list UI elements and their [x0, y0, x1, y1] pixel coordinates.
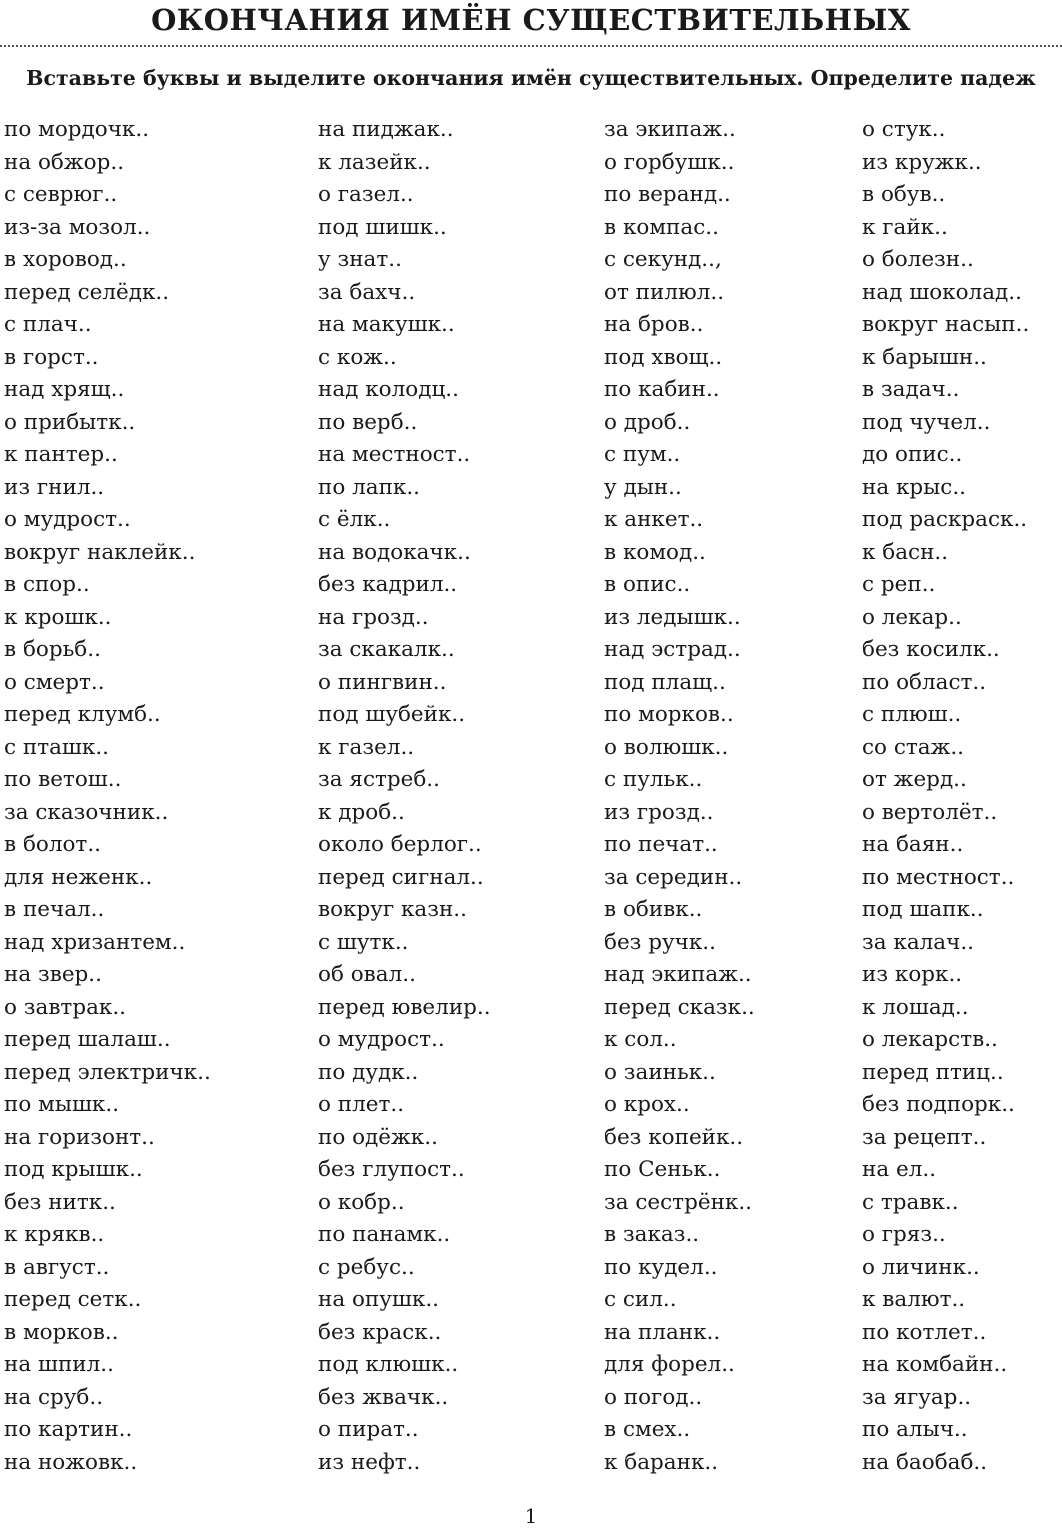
exercise-item: о прибытк.. [4, 409, 136, 435]
exercise-item: по мордочк.. [4, 117, 150, 142]
exercise-item: перед сказк.. [604, 994, 755, 1020]
exercise-item: за середин.. [604, 864, 743, 890]
exercise-item: о лекарств.. [862, 1027, 998, 1052]
exercise-item: к сол.. [604, 1027, 677, 1052]
exercise-item: у знат.. [318, 247, 402, 272]
exercise-item: над хрящ.. [4, 377, 125, 402]
exercise-item: с кож.. [318, 344, 397, 370]
exercise-item: на макушк.. [318, 312, 455, 337]
exercise-item: под клюшк.. [318, 1352, 459, 1377]
exercise-item: о стук.. [862, 117, 946, 142]
exercise-item: к пантер.. [4, 442, 118, 467]
exercise-item: с плач.. [4, 312, 92, 337]
exercise-item: по одёжк.. [318, 1124, 438, 1150]
exercise-item: без ручк.. [604, 929, 716, 955]
exercise-item: о завтрак.. [4, 994, 127, 1020]
exercise-item: на сруб.. [4, 1384, 104, 1410]
exercise-item: вокруг казн.. [318, 897, 467, 922]
exercise-item: в задач.. [862, 377, 960, 402]
exercise-item: под раскраск.. [862, 507, 1028, 532]
exercise-item: под чучел.. [862, 409, 991, 435]
word-column-1 [4, 114, 211, 1479]
exercise-item: над экипаж.. [604, 962, 752, 987]
exercise-item: до опис.. [862, 442, 963, 467]
exercise-item: на местност.. [318, 442, 471, 467]
exercise-item: на баобаб.. [862, 1449, 988, 1475]
exercise-item: о мудрост.. [4, 507, 131, 532]
exercise-item: в болот.. [4, 832, 101, 857]
exercise-item: об овал.. [318, 962, 416, 987]
exercise-item: в компас.. [604, 214, 719, 240]
exercise-item: по морков.. [604, 702, 734, 727]
exercise-item: у дын.. [604, 474, 682, 500]
exercise-item: без подпорк.. [862, 1092, 1015, 1117]
exercise-item: о пингвин.. [318, 669, 447, 695]
exercise-item: о погод.. [604, 1384, 703, 1410]
exercise-item: по мышк.. [4, 1092, 120, 1117]
exercise-item: из грозд.. [604, 799, 714, 825]
exercise-item: по верб.. [318, 409, 418, 435]
exercise-item: под шубейк.. [318, 702, 466, 727]
exercise-item: к дроб.. [318, 799, 405, 825]
exercise-item: для форел.. [604, 1352, 735, 1377]
exercise-item: о крох.. [604, 1092, 690, 1117]
exercise-item: с плюш.. [862, 702, 962, 727]
exercise-item: на бров.. [604, 312, 704, 337]
exercise-item: о болезн.. [862, 247, 974, 272]
exercise-item: по Сеньк.. [604, 1157, 721, 1182]
exercise-item: с травк.. [862, 1189, 959, 1215]
exercise-item: с сил.. [604, 1287, 677, 1312]
exercise-item: о дроб.. [604, 409, 691, 435]
exercise-item: на шпил.. [4, 1352, 114, 1377]
dotted-divider [0, 45, 1062, 47]
exercise-item: в заказ.. [604, 1222, 700, 1247]
exercise-item: в обув.. [862, 182, 946, 207]
exercise-item: на ножовк.. [4, 1449, 138, 1475]
exercise-item: к басн.. [862, 539, 949, 565]
exercise-item: для неженк.. [4, 864, 153, 890]
exercise-item: по кудел.. [604, 1254, 718, 1280]
exercise-item: без копейк.. [604, 1124, 744, 1150]
exercise-item: за рецепт.. [862, 1124, 987, 1150]
exercise-item: за калач.. [862, 929, 974, 955]
exercise-item: о смерт.. [4, 669, 105, 695]
exercise-item: о вертолёт.. [862, 799, 998, 825]
exercise-item: без краск.. [318, 1319, 442, 1345]
exercise-item: по печат.. [604, 832, 718, 857]
exercise-item: на звер.. [4, 962, 102, 987]
exercise-item: в смех.. [604, 1417, 691, 1442]
exercise-item: с севрюг.. [4, 182, 118, 207]
exercise-item: перед сетк.. [4, 1287, 142, 1312]
page-number: 1 [524, 1504, 538, 1528]
exercise-item: к лазейк.. [318, 149, 431, 175]
exercise-item: о газел.. [318, 182, 414, 207]
exercise-item: перед шалаш.. [4, 1027, 171, 1052]
exercise-item: из кружк.. [862, 149, 982, 175]
exercise-item: перед электричк.. [4, 1059, 211, 1085]
exercise-item: в печал.. [4, 897, 105, 922]
word-column-3 [604, 114, 755, 1479]
exercise-item: о заиньк.. [604, 1059, 716, 1085]
exercise-item: под хвощ.. [604, 344, 723, 370]
exercise-item: в обивк.. [604, 897, 703, 922]
exercise-item: на планк.. [604, 1319, 721, 1345]
exercise-item: в горст.. [4, 344, 99, 370]
exercise-item: над эстрад.. [604, 637, 741, 662]
exercise-item: к газел.. [318, 734, 415, 760]
exercise-item: к крякв.. [4, 1222, 105, 1247]
exercise-item: с пташк.. [4, 734, 110, 760]
exercise-item: на баян.. [862, 832, 964, 857]
exercise-item: вокруг наклейк.. [4, 539, 196, 565]
exercise-item: под плащ.. [604, 669, 726, 695]
exercise-item: под шапк.. [862, 897, 984, 922]
exercise-item: с ребус.. [318, 1254, 415, 1280]
exercise-item: за ягуар.. [862, 1384, 972, 1410]
exercise-item: на горизонт.. [4, 1124, 155, 1150]
exercise-item: к баранк.. [604, 1449, 719, 1475]
exercise-item: на ел.. [862, 1157, 937, 1182]
exercise-item: за сестрёнк.. [604, 1189, 753, 1215]
exercise-item: по веранд.. [604, 182, 731, 207]
exercise-item: вокруг насып.. [862, 312, 1030, 337]
exercise-item: перед птиц.. [862, 1059, 1004, 1085]
exercise-item: с ёлк.. [318, 507, 391, 532]
exercise-item: из ледышк.. [604, 604, 741, 630]
exercise-item: перед сигнал.. [318, 864, 484, 890]
exercise-item: о плет.. [318, 1092, 405, 1117]
exercise-item: из нефт.. [318, 1449, 421, 1475]
exercise-item: со стаж.. [862, 734, 965, 760]
exercise-item: по област.. [862, 669, 987, 695]
exercise-item: на обжор.. [4, 149, 125, 175]
exercise-item: с шутк.. [318, 929, 409, 955]
exercise-item: в хоровод.. [4, 247, 127, 272]
exercise-item: без косилк.. [862, 637, 1000, 662]
exercise-item: о пират.. [318, 1417, 419, 1442]
exercise-item: в морков.. [4, 1319, 119, 1345]
exercise-item: по панамк.. [318, 1222, 451, 1247]
exercise-item: под крышк.. [4, 1157, 143, 1182]
exercise-item: о гряз.. [862, 1222, 946, 1247]
exercise-item: по дудк.. [318, 1059, 419, 1085]
exercise-columns [0, 114, 1062, 1474]
exercise-item: о волюшк.. [604, 734, 729, 760]
exercise-item: на комбайн.. [862, 1352, 1008, 1377]
word-column-4 [862, 114, 1029, 1479]
exercise-item: в спор.. [4, 572, 90, 597]
exercise-item: в опис.. [604, 572, 691, 597]
exercise-item: из гнил.. [4, 474, 105, 500]
exercise-item: на крыс.. [862, 474, 967, 500]
exercise-item: с секунд.., [604, 247, 722, 272]
exercise-item: за бахч.. [318, 279, 416, 305]
exercise-item: о кобр.. [318, 1189, 405, 1215]
exercise-item: от жерд.. [862, 767, 967, 792]
exercise-item: за сказочник.. [4, 799, 169, 825]
exercise-item: к анкет.. [604, 507, 704, 532]
exercise-item: с пульк.. [604, 767, 703, 792]
exercise-item: за скакалк.. [318, 637, 455, 662]
instruction-text: Вставьте буквы и выделите окончания имён существительных. Определите падеж [26, 66, 1036, 90]
exercise-item: в август.. [4, 1254, 110, 1280]
exercise-item: перед селёдк.. [4, 279, 170, 305]
exercise-item: из-за мозол.. [4, 214, 151, 240]
exercise-item: к крошк.. [4, 604, 112, 630]
exercise-item: перед клумб.. [4, 702, 161, 727]
page-title: ОКОНЧАНИЯ ИМЁН СУЩЕСТВИТЕЛЬНЫХ [151, 3, 911, 37]
exercise-item: без нитк.. [4, 1189, 116, 1215]
exercise-item: около берлог.. [318, 832, 482, 857]
exercise-item: о мудрост.. [318, 1027, 445, 1052]
exercise-item: с реп.. [862, 572, 936, 597]
exercise-item: о личинк.. [862, 1254, 980, 1280]
exercise-item: по картин.. [4, 1417, 133, 1442]
exercise-item: без глупост.. [318, 1157, 465, 1182]
exercise-item: о горбушк.. [604, 149, 735, 175]
exercise-item: на пиджак.. [318, 117, 454, 142]
exercise-item: к валют.. [862, 1287, 966, 1312]
exercise-item: из корк.. [862, 962, 963, 987]
exercise-item: без жвачк.. [318, 1384, 449, 1410]
exercise-item: над шоколад.. [862, 279, 1022, 305]
exercise-item: на грозд.. [318, 604, 429, 630]
exercise-item: от пилюл.. [604, 279, 725, 305]
exercise-item: на опушк.. [318, 1287, 440, 1312]
exercise-item: по ветош.. [4, 767, 122, 792]
exercise-item: на водокачк.. [318, 539, 471, 565]
word-column-2 [318, 114, 491, 1479]
exercise-item: к лошад.. [862, 994, 969, 1020]
exercise-item: без кадрил.. [318, 572, 458, 597]
exercise-item: по лапк.. [318, 474, 421, 500]
exercise-item: над хризантем.. [4, 929, 186, 955]
exercise-item: к барышн.. [862, 344, 987, 370]
exercise-item: над колодц.. [318, 377, 459, 402]
exercise-item: за экипаж.. [604, 117, 736, 142]
exercise-item: под шишк.. [318, 214, 447, 240]
exercise-item: по котлет.. [862, 1319, 987, 1345]
exercise-item: по алыч.. [862, 1417, 968, 1442]
exercise-item: перед ювелир.. [318, 994, 491, 1020]
exercise-item: за ястреб.. [318, 767, 440, 792]
exercise-item: в комод.. [604, 539, 706, 565]
exercise-item: по местност.. [862, 864, 1015, 890]
exercise-item: в борьб.. [4, 637, 101, 662]
exercise-item: к гайк.. [862, 214, 948, 240]
exercise-item: по кабин.. [604, 377, 720, 402]
exercise-item: о лекар.. [862, 604, 962, 630]
exercise-item: с пум.. [604, 442, 681, 467]
